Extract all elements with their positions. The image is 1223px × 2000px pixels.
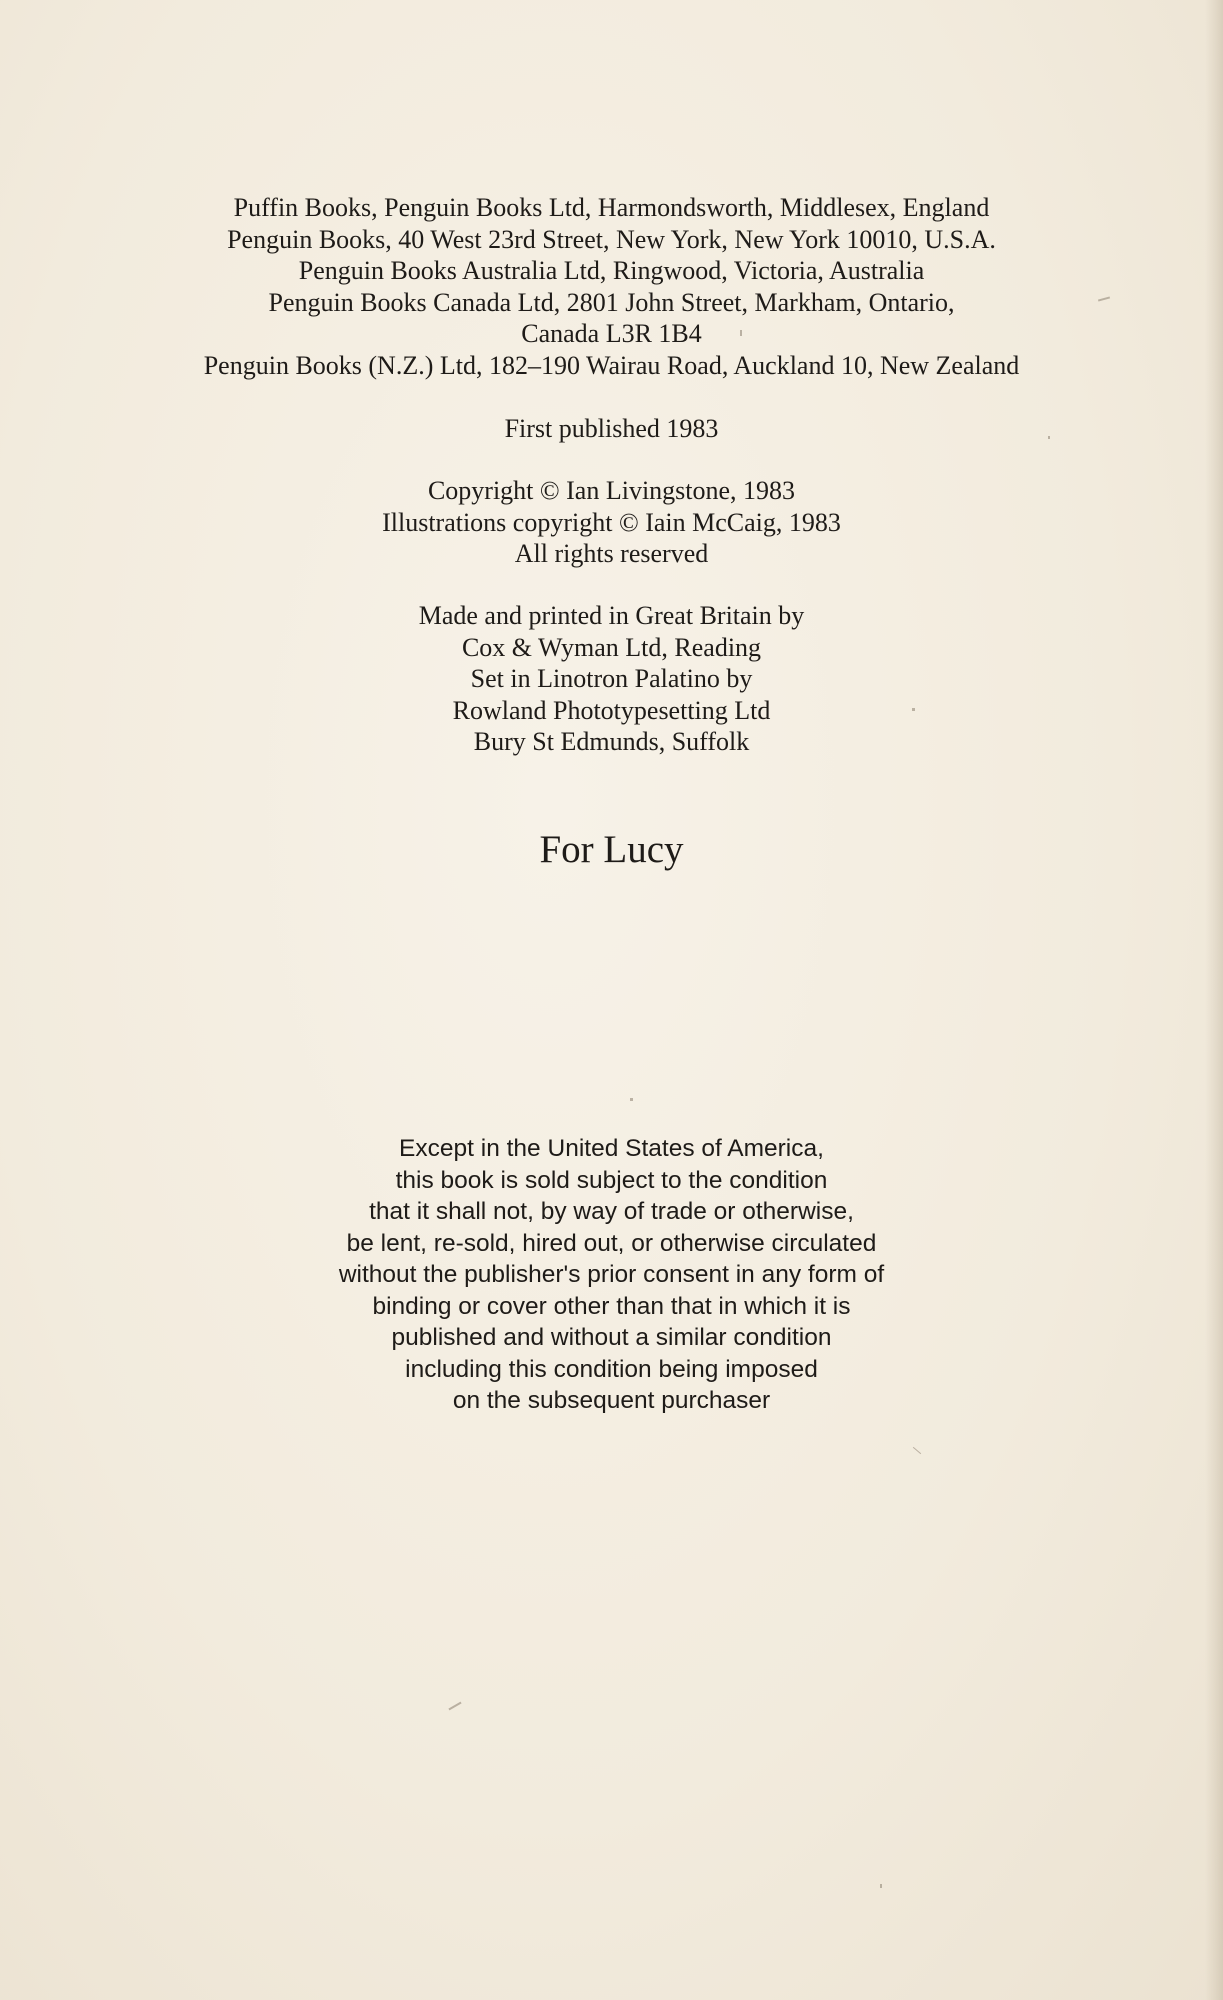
publisher-line: Puffin Books, Penguin Books Ltd, Harmondsworth, Middlesex, England (233, 193, 990, 222)
paper-speck (880, 1884, 882, 1888)
first-published-notice (0, 413, 1223, 445)
condition-line: published and without a similar condition (391, 1324, 832, 1351)
paper-speck (740, 330, 742, 336)
dedication-line: For Lucy (539, 828, 684, 871)
printing-line: Rowland Phototypesetting Ltd (452, 695, 771, 725)
printing-line: Set in Linotron Palatino by (470, 664, 753, 693)
paper-speck (448, 1702, 461, 1711)
condition-line: without the publisher's prior consent in any form of (338, 1261, 885, 1288)
condition-line: binding or cover other than that in which it is (372, 1292, 851, 1320)
condition-line: on the subsequent purchaser (452, 1387, 771, 1414)
publisher-line: Penguin Books, 40 West 23rd Street, New York, New York 10010, U.S.A. (227, 224, 996, 254)
paper-speck (913, 1447, 921, 1454)
condition-line: that it shall not, by way of trade or otherwise, (369, 1198, 854, 1225)
copyright-notice (0, 475, 1223, 570)
paper-speck (630, 1098, 633, 1101)
printing-line: Bury St Edmunds, Suffolk (473, 727, 750, 756)
copyright-line: Copyright © Ian Livingstone, 1983 (427, 476, 796, 505)
copyright-line: All rights reserved (514, 539, 709, 568)
printing-credits (0, 600, 1223, 758)
condition-line: Except in the United States of America, (399, 1135, 824, 1162)
publisher-line: Penguin Books Australia Ltd, Ringwood, Victoria, Australia (298, 256, 925, 285)
printing-line: Cox & Wyman Ltd, Reading (461, 632, 762, 662)
first-published-line: First published 1983 (504, 414, 719, 443)
copyright-line: Illustrations copyright © Iain McCaig, 1983 (382, 507, 841, 537)
paper-speck (912, 708, 915, 711)
dedication (0, 827, 1223, 873)
condition-line: this book is sold subject to the condition (395, 1166, 828, 1194)
condition-line: be lent, re-sold, hired out, or otherwise circulated (346, 1229, 877, 1257)
publisher-line: Penguin Books Canada Ltd, 2801 John Street, Markham, Ontario, (268, 287, 955, 317)
publisher-line: Canada L3R 1B4 (521, 319, 702, 348)
paper-speck (1048, 436, 1050, 439)
printing-line: Made and printed in Great Britain by (418, 601, 805, 630)
sale-condition-notice (0, 1133, 1223, 1417)
condition-line: including this condition being imposed (405, 1355, 818, 1383)
publisher-addresses (0, 192, 1223, 381)
publisher-line: Penguin Books (N.Z.) Ltd, 182–190 Wairau Road, Auckland 10, New Zealand (203, 350, 1020, 380)
